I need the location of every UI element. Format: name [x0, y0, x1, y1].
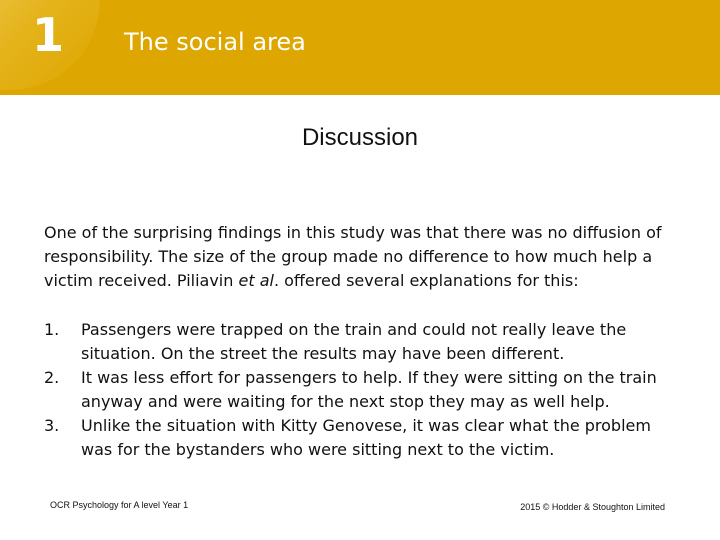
list-item-number: 3.	[44, 416, 60, 435]
intro-italic: et al	[238, 271, 274, 290]
list-item-number: 1.	[44, 320, 60, 339]
intro-text-1: One of the surprising findings in this study was that there was no diffusion of responsibility. The size of the group made no difference to how much help a victim received. Piliavin	[44, 223, 662, 290]
slide-subtitle: Discussion	[301, 124, 419, 151]
list-item-text: Passengers were trapped on the train and could not really leave the situation. On the street the results may have been different.	[81, 320, 627, 363]
intro-text-2: . offered several explanations for this:	[273, 271, 579, 290]
chapter-badge	[0, 0, 108, 95]
header-banner	[0, 0, 720, 95]
list-item-number: 2.	[44, 368, 60, 387]
explanations-list	[44, 318, 684, 462]
chapter-number: 1	[32, 8, 65, 62]
list-item-text: It was less effort for passengers to help. If they were sitting on the train anyway and were waiting for the next stop they may as well help.	[81, 368, 657, 411]
list-item	[44, 318, 684, 366]
intro-paragraph	[44, 221, 684, 293]
header-title: The social area	[124, 28, 306, 56]
list-item-text: Unlike the situation with Kitty Genovese, it was clear what the problem was for the bystanders who were sitting next to the victim.	[81, 416, 651, 459]
footer-copyright: 2015 © Hodder & Stoughton Limited	[520, 502, 665, 512]
footer-course: OCR Psychology for A level Year 1	[50, 500, 189, 510]
list-item	[44, 366, 684, 414]
list-item	[44, 414, 684, 462]
